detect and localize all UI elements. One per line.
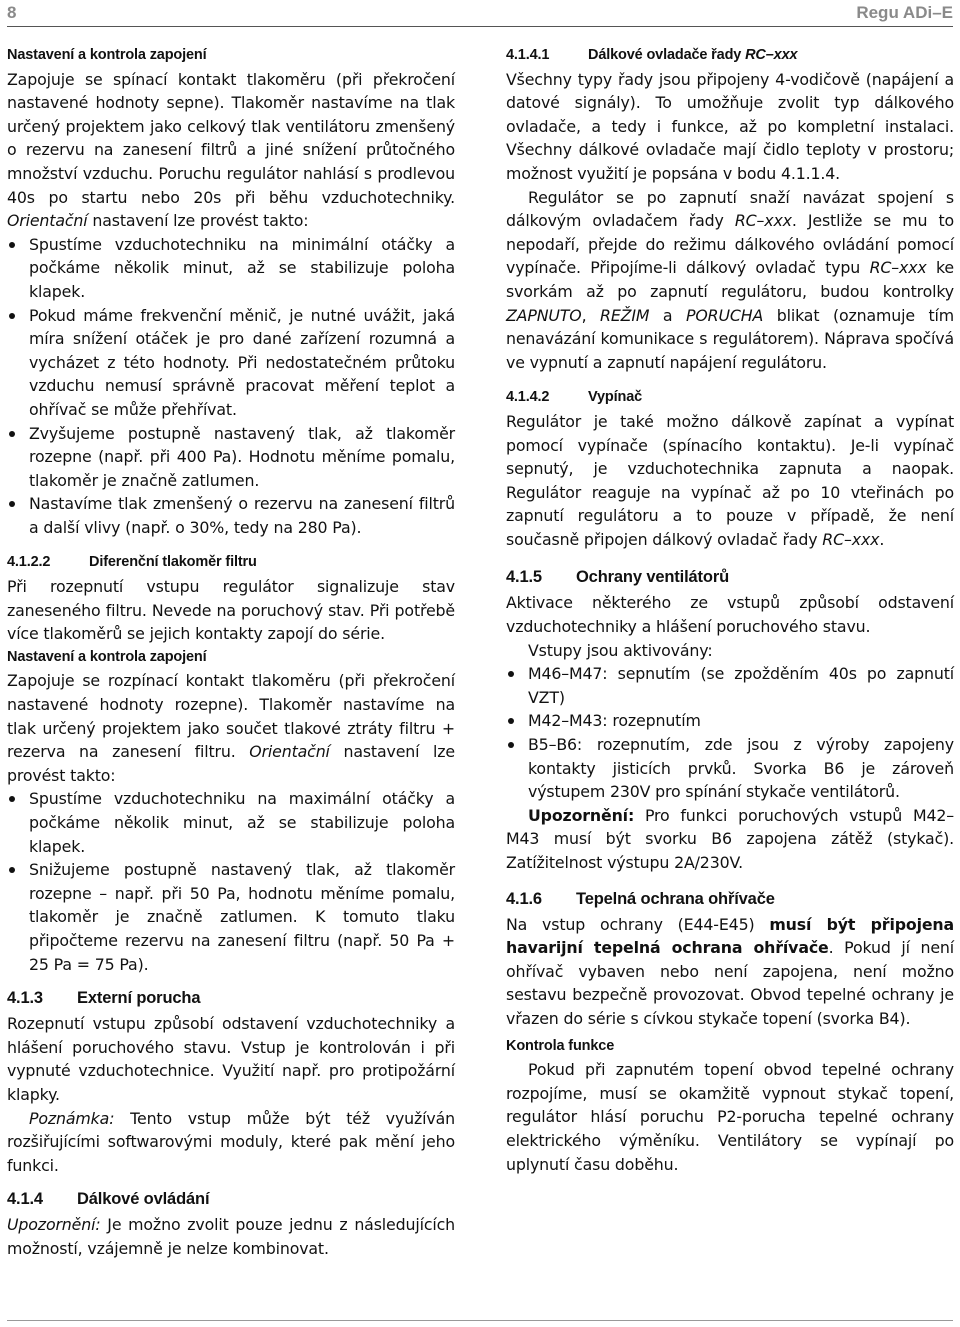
paragraph: Pokud při zapnutém topení obvod tepelné ochrany rozpojíme, musí se okamžitě vypnout stykač topení, regulátor hlásí poruchu P2-porucha tepelné ochrany elektrického výměníku. Ventilátory se vypínají po uplynutí času doběhu. [506,1060,954,1174]
section-title: Ochrany ventilátorů [576,568,730,587]
heading-nastaveni-1: Nastavení a kontrola zapojení [7,47,207,63]
list-item: B5–B6: rozepnutím, zde jsou z výroby zapojeny kontakty jisticích prvků. Svorka B6 je zároveň výstupem 230V pro spínání stykače ventilátorů. [506,733,954,804]
paragraph: Zapojuje se spínací kontakt tlakoměru (při překročení nastavené hodnoty sepne). Tlakoměr nastavíme na tlak určený projektem jako celkový tlak ventilátoru zmenšený o rezervu na zanesení filtrů a jiné snížení průtočného množství vzduchu. Poruchu regulátor nahlásí s prodlevou 40s po startu nebo 20s při běhu vzduchotechniky. Orientační nastavení lze provést takto: [7,69,455,231]
paragraph: Aktivace některého ze vstupů způsobí odstavení vzduchotechniky a hlášení poruchového stavu. [506,593,954,637]
paragraph: Na vstup ochrany (E44-E45) musí být připojena havarijní tepelná ochrana ohřívače. Pokud jí není ohřívač vybaven nebo není zapojena, není možno sestavu bezpečně provozovat. Obvod tepelné ochrany je vřazen do série s cívkou stykače topení (svorka B4). [506,914,955,1028]
section-heading-4141 [506,44,954,68]
document-title: Regu ADi–E [856,3,953,22]
section-title: Tepelná ochrana ohřívače [576,889,775,908]
list-item: Nastavíme tlak zmenšený o rezervu na zanesení filtrů a další vlivy (např. o 30%, tedy na 280 Pa). [7,492,455,539]
section-number: 4.1.3 [7,989,43,1008]
section-heading-4142 [506,386,954,410]
section-title: Externí porucha [77,989,201,1008]
paragraph: Upozornění: Je možno zvolit pouze jednu z následujících možností, vzájemně je nelze kombinovat. [7,1215,455,1258]
list-item: Spustíme vzduchotechniku na maximální otáčky a počkáme několik minut, až se stabilizuje poloha klapek. [7,787,455,858]
bullet-list-2 [7,787,455,976]
paragraph: Rozepnutí vstupu způsobí odstavení vzduchotechniky a hlášení poruchového stavu. Vstup je kontrolován i při vypnuté vzduchotechnice. Využití např. pro protipožární klapky. [7,1014,455,1104]
list-item: M46–M47: sepnutím (se zpožděním 40s po zapnutí VZT) [506,662,954,709]
section-title: Diferenční tlakoměr filtru [89,554,257,571]
section-number: 4.1.2.2 [7,554,51,571]
section-heading-416 [506,887,954,911]
section-heading-414 [7,1187,455,1211]
list-item: Pokud máme frekvenční měnič, je nutné uvážit, jaká míra snížení otáček je pro dané zařízení rozumná a vycházet z této hodnoty. Při nedostatečném průtoku vzduchu nemusí správně pracovat měření teplot a ohřívač se může přehřívat. [7,304,455,422]
paragraph: Při rozepnutí vstupu regulátor signalizuje stav zaneseného filtru. Nevede na poruchový stav. Při potřebě více tlakoměrů se jejich kontakty zapojí do série. [7,577,455,644]
page-number: 8 [7,3,17,22]
section-number: 4.1.4.1 [506,47,550,63]
section-title: Dálkové ovladače řady RC–xxx [588,47,798,63]
section-number: 4.1.5 [506,568,542,587]
section-number: 4.1.4.2 [506,389,550,406]
section-heading-413 [7,986,455,1010]
bullet-list [506,662,954,804]
section-number: 4.1.6 [506,889,542,908]
list-item: Zvyšujeme postupně nastavený tlak, až tlakoměr rozepne (např. při 400 Pa). Hodnotu měníme pomalu, tlakoměr je značně zatlumen. [7,422,455,493]
paragraph: Regulátor je také možno dálkově zapínat a vypínat pomocí vypínače (spínacího kontaktu). Je-li vypínač sepnutý, je vzduchotechnika zapnuta a naopak. Regulátor reaguje na vypínač až po 10 vteřinách po zapnutí regulátoru a to pouze v případě, že není současně připojen dálkový ovladač řady RC–xxx. [506,411,954,549]
heading-kontrola-funkce: Kontrola funkce [506,1037,615,1054]
paragraph: Vstupy jsou aktivovány: [528,640,713,660]
left-column [7,44,455,1261]
heading-nastaveni-2: Nastavení a kontrola zapojení [7,648,207,665]
section-heading-4122 [7,551,455,575]
section-title: Vypínač [588,389,643,406]
paragraph: Všechny typy řady jsou připojeny 4-vodičově (napájení a datové signály). To umožňuje zvolit typ dálkového ovladače, a tedy i funkce, až po kompletní instalaci. Všechny dálkové ovladače mají čidlo teploty v prostoru; možnost využití je popsána v bodu 4.1.1.4. [506,69,954,183]
footer-rule [7,1320,953,1321]
section-number: 4.1.4 [7,1190,43,1209]
list-item: Snižujeme postupně nastavený tlak, až tlakoměr rozepne – např. při 50 Pa, hodnotu měníme pomalu, tlakoměr je značně zatlumen. K tomuto tlaku připočteme rezervu na zanesení filtru (např. 50 Pa + 25 Pa = 75 Pa). [7,858,455,976]
paragraph: Poznámka: Tento vstup může být též využíván rozšiřujícími softwarovými moduly, které pak mění jeho funkci. [7,1108,455,1175]
right-column [506,44,954,1176]
bullet-list-1 [7,233,455,540]
list-item: M42–M43: rozepnutím [506,709,954,733]
page-header [7,0,953,27]
paragraph: Upozornění: Pro funkci poruchových vstupů M42–M43 musí být svorku B6 zapojena zátěž (stykač). Zatížitelnost výstupu 2A/230V. [506,805,954,872]
paragraph: Zapojuje se rozpínací kontakt tlakoměru (při překročení nastavené hodnoty rozepne). Tlakoměr nastavíme na tlak určený projektem jako součet tlakové ztráty filtru + rezerva na zanesení filtru. Orientační nastavení lze provést takto: [7,671,455,785]
section-heading-415 [506,565,954,589]
paragraph: Regulátor se po zapnutí snaží navázat spojení s dálkovým ovladačem řady RC–xxx. Jestliže se mu to nepodaří, přejde do režimu dálkového ovládání pomocí vypínače. Připojíme-li dálkový ovladač typu RC–xxx ke svorkám až po zapnutí regulátoru, budou kontrolky ZAPNUTO, REŽIM a PORUCHA blikat (oznamuje tím nenavázání komunikace s regulátorem). Náprava spočívá ve vypnutí a zapnutí napájení regulátoru. [506,187,955,372]
list-item: Spustíme vzduchotechniku na minimální otáčky a počkáme několik minut, až se stabilizuje poloha klapek. [7,233,455,304]
section-title: Dálkové ovládání [77,1190,210,1209]
